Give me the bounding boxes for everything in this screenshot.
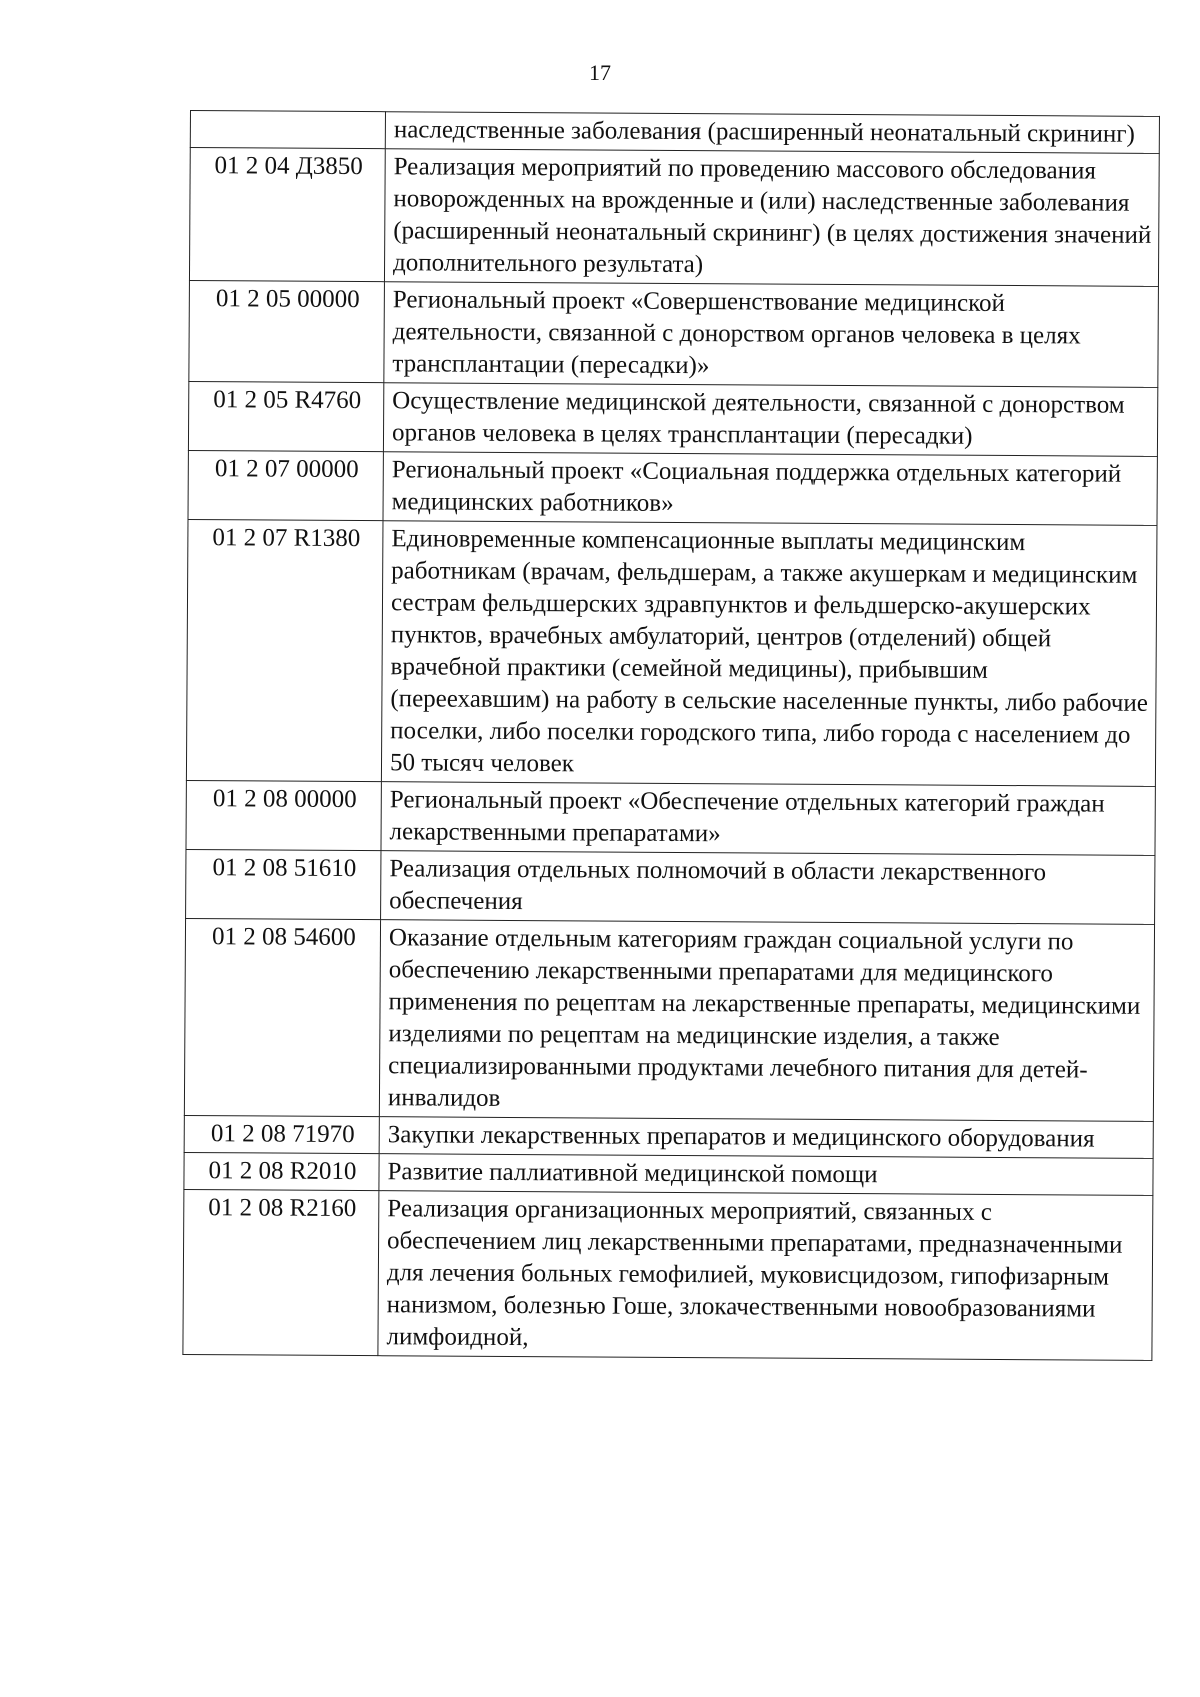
row-code: 01 2 08 54600 xyxy=(184,918,380,1116)
budget-classification-table xyxy=(182,110,1160,1361)
row-code: 01 2 05 00000 xyxy=(189,280,385,382)
table-row xyxy=(184,1115,1153,1158)
row-description: Региональный проект «Обеспечение отдельных категорий граждан лекарственными препаратами» xyxy=(381,782,1155,856)
row-code: 01 2 07 00000 xyxy=(188,450,383,520)
table-row xyxy=(184,1152,1153,1195)
row-code: 01 2 08 R2010 xyxy=(184,1152,379,1190)
table-row xyxy=(184,918,1154,1121)
row-code xyxy=(190,111,385,149)
row-description: Региональный проект «Совершенствование медицинской деятельности, связанной с донорством органов человека в целях трансплантации (пересадки)» xyxy=(384,282,1159,388)
row-code: 01 2 08 71970 xyxy=(184,1115,379,1153)
table-row xyxy=(183,1189,1153,1360)
page-number: 17 xyxy=(589,60,611,85)
row-description: Реализация организационных мероприятий, связанных с обеспечением лиц лекарственными препаратами, предназначенными для лечения больных гемофилией, муковисцидозом, гипофизарным нанизмом, болезнью Гоше, злокачественными новообразованиями лимфоидной, xyxy=(378,1191,1153,1361)
row-code: 01 2 08 00000 xyxy=(186,780,381,850)
table-row xyxy=(190,111,1159,154)
row-code: 01 2 08 51610 xyxy=(186,849,381,919)
table-row xyxy=(189,148,1159,287)
table-row xyxy=(186,780,1155,855)
row-description: Реализация мероприятий по проведению массового обследования новорожденных на врожденные и (или) наследственные заболевания (расширенный неонатальный скрининг) (в целях достижения значений дополнительного результата) xyxy=(384,149,1159,287)
row-code: 01 2 05 R4760 xyxy=(188,381,383,451)
row-description: Региональный проект «Социальная поддержка отдельных категорий медицинских работников» xyxy=(383,452,1157,526)
table-row xyxy=(188,450,1157,525)
table-row xyxy=(189,280,1159,387)
row-description: Реализация отдельных полномочий в области лекарственного обеспечения xyxy=(381,851,1155,925)
row-description: Осуществление медицинской деятельности, связанной с донорством органов человека в целях трансплантации (пересадки) xyxy=(383,383,1157,457)
table-row xyxy=(186,849,1155,924)
row-code: 01 2 08 R2160 xyxy=(183,1189,379,1355)
row-code: 01 2 04 Д3850 xyxy=(189,148,385,282)
row-description: Развитие паллиативной медицинской помощи xyxy=(379,1154,1153,1196)
row-description: Единовременные компенсационные выплаты медицинским работникам (врачам, фельдшерам, а также акушеркам и медицинским сестрам фельдшерских здравпунктов и фельдшерско-акушерских пунктов, врачебных амбулаторий, центров (отделений) общей врачебной практики (семейной медицины), прибывшим (переехавшим) на работу в сельские населенные пункты, либо рабочие поселки, либо поселки городского типа, либо города с населением до 50 тысяч человек xyxy=(381,521,1157,787)
row-code: 01 2 07 R1380 xyxy=(186,519,383,781)
row-description: Закупки лекарственных препаратов и медицинского оборудования xyxy=(379,1117,1153,1159)
row-description: Оказание отдельным категориям граждан социальной услуги по обеспечению лекарственными препаратами для медицинского применения по рецептам на лекарственные препараты, медицинскими изделиями по рецептам на медицинские изделия, а также специализированными продуктами лечебного питания для детей-инвалидов xyxy=(379,920,1154,1122)
table-row xyxy=(186,519,1157,786)
row-description: наследственные заболевания (расширенный неонатальный скрининг) xyxy=(385,112,1159,154)
table-row xyxy=(188,381,1157,456)
